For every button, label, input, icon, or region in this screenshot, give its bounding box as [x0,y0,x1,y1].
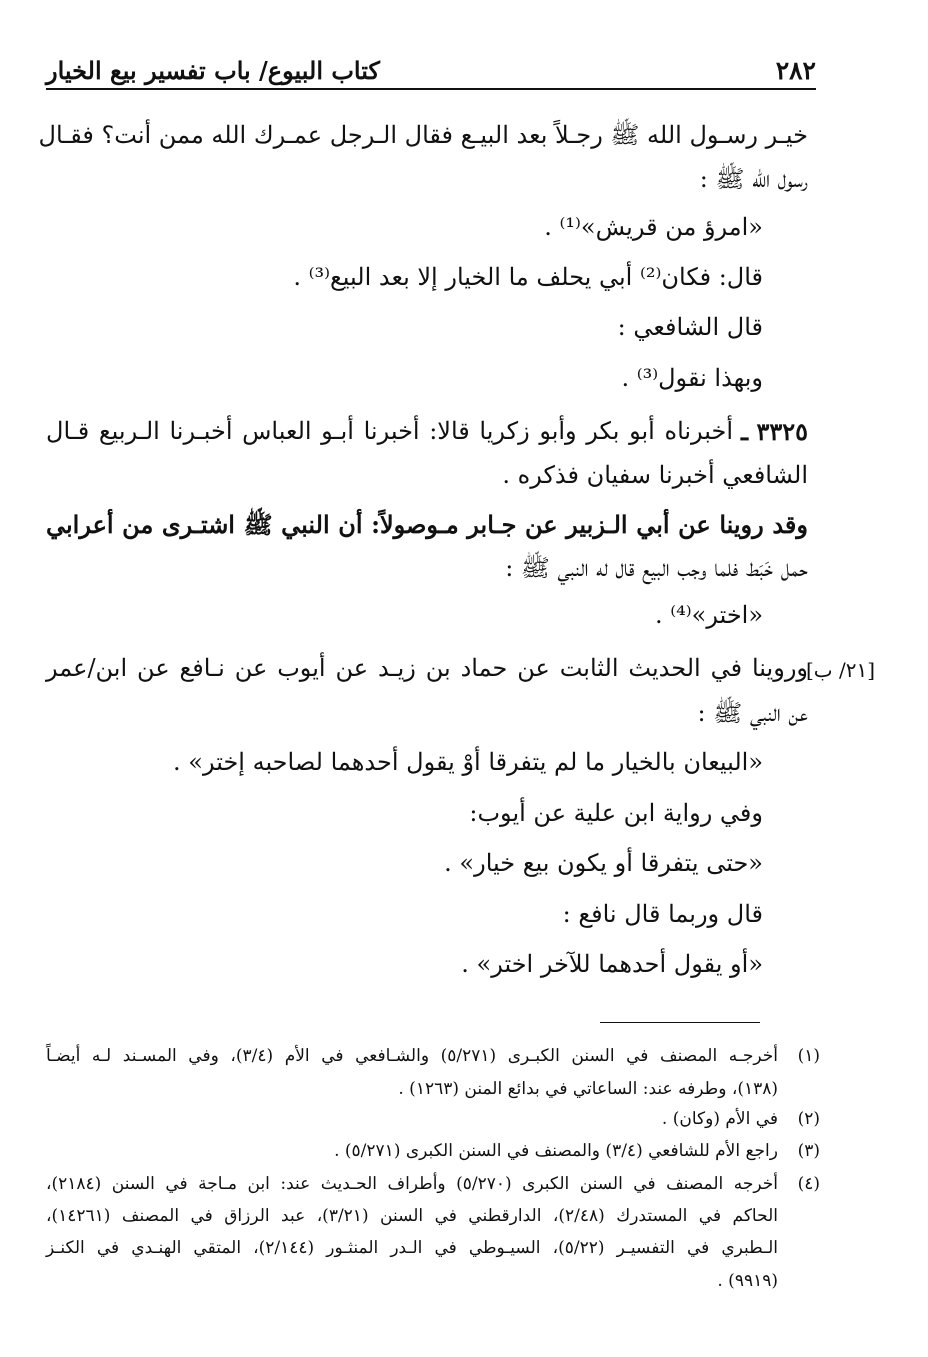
footnote-line: (١٣٨)، وطرفه عند: الساعاتي في بدائع المنن (١٢٦٣) . [398,1079,778,1099]
footnote-divider [600,1022,760,1023]
footnote-line: أخرجـه المصنف في السنن الكبـرى (٥/٢٧١) والشـافعي في الأم (٣/٤)، وفي المسـند لـه أيضـاً [46,1046,778,1066]
hadith-quote: «أو يقول أحدهما للآخر اختر» . [461,950,763,978]
text-line: عن النبي ﷺ : [697,699,808,727]
text-line: أخبرناه أبو بكر وأبو زكريا قالا: أخبرنا أبـو العباس أخبـرنا الـربيع قـال [46,417,734,445]
footnote-line: راجع الأم للشافعي (٣/٤) والمصنف في السنن الكبرى (٥/٢٧١) . [334,1141,778,1161]
hadith-entry [46,417,808,446]
margin-folio-note: [٢١/ ب] [806,658,876,682]
footnote-line: في الأم (وكان) . [661,1109,778,1129]
text-line: وبهذا نقول⁽³⁾ . [621,364,763,392]
text-line: الشافعي أخبرنا سفيان فذكره . [502,461,808,489]
hadith-quote: «حتى يتفرقا أو يكون بيع خيار» . [444,849,763,877]
footnote-number: (٤) [797,1174,820,1194]
text-line: رسول الله ﷺ : [699,165,808,193]
footnote-number: (٣) [797,1141,820,1161]
hadith-quote: «اختر»⁽⁴⁾ . [654,601,763,629]
hadith-quote: «البيعان بالخيار ما لم يتفرقا أوْ يقول أحدهما لصاحبه إختر» . [173,748,763,776]
text-line: وفي رواية ابن علية عن أيوب: [469,799,763,827]
running-title: كتاب البيوع/ باب تفسير بيع الخيار [46,55,380,85]
text-line: وروينا في الحديث الثابت عن حماد بن زيـد عن أيوب عن نـافع عن ابن/عمر [46,654,808,682]
footnote-line: أخرجه المصنف في السنن الكبرى (٥/٢٧٠) وأطراف الحـديث عند: ابن مـاجة في السنن (٢١٨٤)، [46,1174,778,1194]
footnote-line: (٩٩١٩) . [717,1271,778,1291]
page-number: ٢٨٢ [775,55,816,85]
footnote-line: الحاكم في المستدرك (٢/٤٨)، الدارقطني في السنن (٣/٢١)، عبد الرزاق في المصنف (١٤٢٦١)، [46,1206,778,1226]
hadith-quote: «امرؤ من قريش»⁽¹⁾ . [544,213,763,241]
page-header [46,52,816,90]
text-line: خيـر رسـول الله ﷺ رجـلاً بعد البيـع فقال الـرجل عمـرك الله ممن أنت؟ فقـال [38,121,808,149]
text-line: وقد روينا عن أبي الـزبير عن جـابر مـوصولاً: أن النبي ﷺ اشتـرى من أعرابي [46,510,808,539]
hadith-number: ٣٣٢٥ ـ [741,417,808,446]
footnote-number: (٢) [797,1109,820,1129]
text-line: قال الشافعي : [617,313,763,341]
text-line: قال: فكان⁽²⁾ أبي يحلف ما الخيار إلا بعد البيع⁽³⁾ . [293,263,763,291]
footnote-number: (١) [797,1046,820,1066]
footnote-line: الـطبري في التفسيـر (٥/٢٢)، السيـوطي في الـدر المنثـور (٢/١٤٤)، المتقي الهنـدي في الكنـز [46,1238,778,1258]
text-line: قال وربما قال نافع : [562,900,763,928]
text-line: حمل خَبَط فلما وجب البيع قال له النبي ﷺ : [505,554,808,582]
